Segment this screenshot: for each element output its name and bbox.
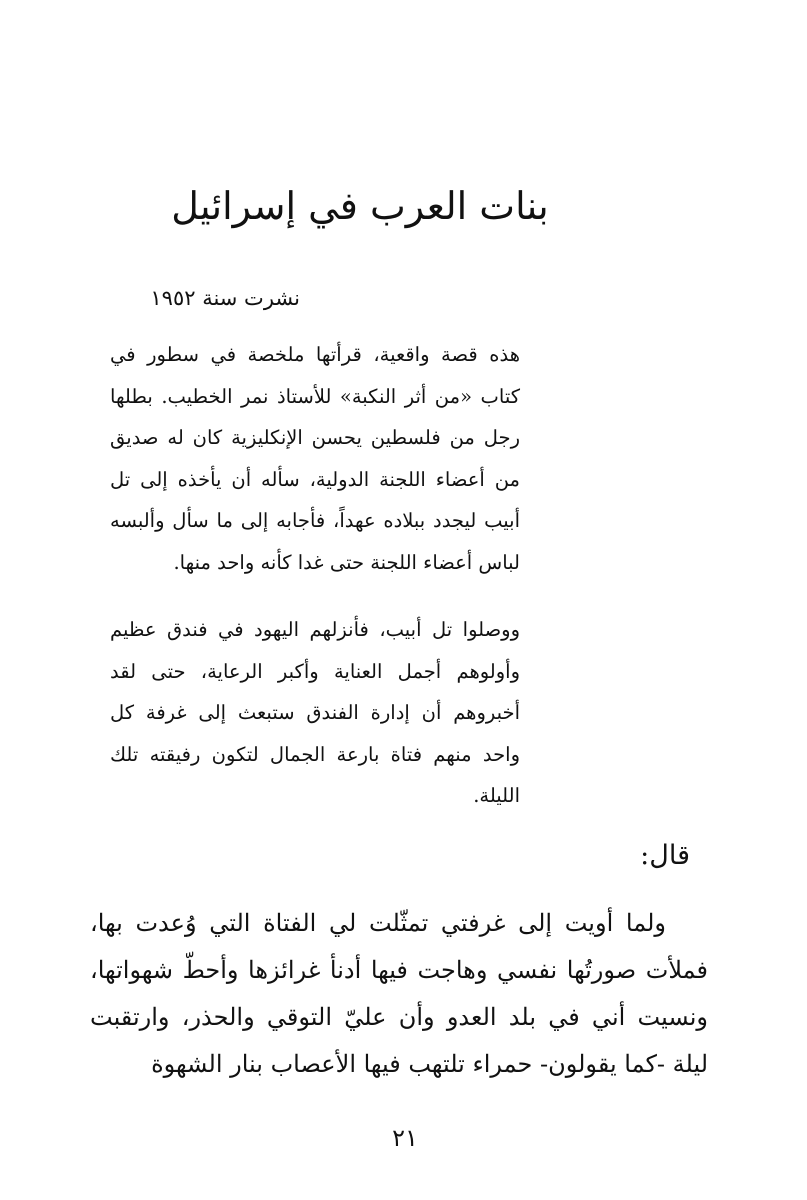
story-text: ولما أويت إلى غرفتي تمثّلت لي الفتاة التي وُعدت بها، فملأت صورتُها نفسي وهاجت فيها أدنأ غرائزها وأحطّ شهواتها، ونسيت أني في بلد العدو وأن عليّ التوقي والحذر، وارتقبت ليلة -كما يقولون- حمراء تلتهب فيها الأعصاب بنار الشهوة bbox=[90, 909, 708, 1078]
intro-paragraph-2: ووصلوا تل أبيب، فأنزلهم اليهود في فندق عظيم وأولوهم أجمل العناية وأكبر الرعاية، حتى لقد أخبروهم أن إدارة الفندق ستبعث إلى غرفة كل واحد منهم فتاة بارعة الجمال لتكون رفيقته تلك الليلة. bbox=[110, 618, 520, 807]
page-number: ٢١ bbox=[392, 1124, 418, 1152]
publication-date: نشرت سنة ١٩٥٢ bbox=[150, 286, 300, 310]
chapter-title: بنات العرب في إسرائيل bbox=[171, 184, 549, 228]
intro-paragraph-1: هذه قصة واقعية، قرأتها ملخصة في سطور في كتاب «من أثر النكبة» للأستاذ نمر الخطيب. بطلها رجل من فلسطين يحسن الإنكليزية كان له صديق من أعضاء اللجنة الدولية، سأله أن يأخذه إلى تل أبيب ليجدد ببلاده عهداً، فأجابه إلى ما سأل وألبسه لباس أعضاء اللجنة حتى غدا كأنه واحد منها. bbox=[110, 343, 520, 574]
story-paragraph bbox=[90, 900, 708, 1088]
said-label: قال: bbox=[640, 840, 690, 871]
